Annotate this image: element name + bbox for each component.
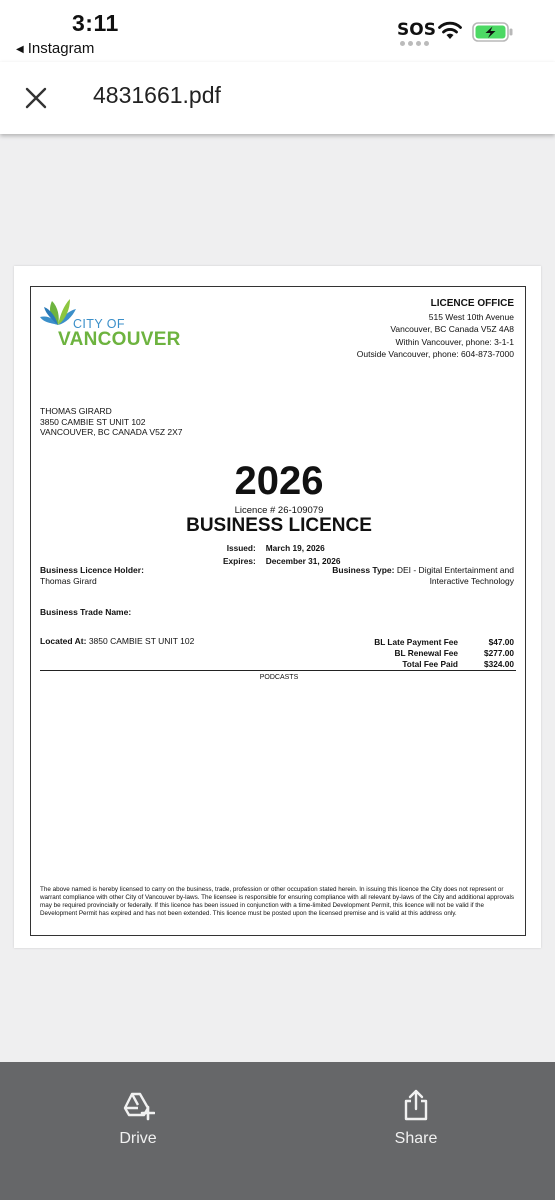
issued-label: Issued: bbox=[226, 543, 256, 553]
fee-label: Total Fee Paid bbox=[402, 659, 458, 669]
fee-amount: $47.00 bbox=[488, 637, 514, 647]
fee-row bbox=[374, 659, 514, 670]
back-app-label: Instagram bbox=[27, 40, 95, 57]
logo-city-text: CITY OF bbox=[73, 317, 125, 331]
file-name-title: 4831661.pdf bbox=[93, 82, 221, 108]
licence-dates bbox=[221, 541, 350, 568]
signal-dots-icon bbox=[400, 41, 429, 46]
business-type-value-2: Interactive Technology bbox=[429, 575, 514, 586]
back-to-app-link[interactable] bbox=[16, 40, 94, 57]
fee-label: BL Late Payment Fee bbox=[374, 637, 458, 647]
divider bbox=[40, 670, 516, 671]
licence-title: BUSINESS LICENCE bbox=[186, 515, 372, 536]
recipient-street: 3850 CAMBIE ST UNIT 102 bbox=[40, 416, 146, 427]
pdf-page[interactable] bbox=[14, 266, 541, 948]
issued-value: March 19, 2026 bbox=[265, 543, 325, 553]
business-type-value-1: DEI - Digital Entertainment and bbox=[396, 565, 514, 575]
business-type-label: Business Type: bbox=[332, 565, 395, 575]
status-bar bbox=[0, 0, 555, 62]
licence-frame bbox=[30, 286, 526, 936]
share-label: Share bbox=[394, 1130, 438, 1147]
business-category: PODCASTS bbox=[259, 674, 299, 681]
office-title: LICENCE OFFICE bbox=[430, 298, 514, 309]
share-icon bbox=[399, 1088, 433, 1122]
location bbox=[40, 636, 194, 646]
fee-label: BL Renewal Fee bbox=[394, 648, 458, 658]
expires-label: Expires: bbox=[223, 555, 256, 566]
fee-amount: $324.00 bbox=[484, 659, 514, 669]
recipient-name: THOMAS GIRARD bbox=[40, 406, 112, 416]
status-time: 3:11 bbox=[72, 10, 119, 36]
holder-label: Business Licence Holder: bbox=[40, 565, 144, 575]
office-line-4: Outside Vancouver, phone: 604-873-7000 bbox=[356, 349, 514, 359]
drive-label: Drive bbox=[119, 1130, 157, 1147]
fee-row bbox=[374, 648, 514, 659]
drive-button[interactable] bbox=[78, 1088, 198, 1148]
expires-value: December 31, 2026 bbox=[265, 555, 341, 566]
close-icon[interactable] bbox=[22, 84, 50, 112]
trade-name-label: Business Trade Name: bbox=[40, 607, 132, 617]
city-logo bbox=[40, 295, 181, 355]
office-line-2: Vancouver, BC Canada V5Z 4A8 bbox=[390, 324, 514, 334]
wifi-icon bbox=[437, 20, 463, 40]
located-label: Located At: bbox=[40, 636, 87, 646]
recipient-city: VANCOUVER, BC CANADA V5Z 2X7 bbox=[40, 427, 183, 437]
sos-indicator: SOS bbox=[397, 20, 436, 40]
located-value: 3850 CAMBIE ST UNIT 102 bbox=[88, 636, 195, 646]
holder-value: Thomas Girard bbox=[40, 575, 97, 586]
back-arrow-icon: ◀ bbox=[16, 44, 24, 55]
licence-number: Licence # 26-109079 bbox=[234, 505, 324, 516]
licence-office-block bbox=[357, 298, 514, 361]
disclaimer-text: The above named is hereby licensed to carry on the business, trade, profession or other occupation stated herein. In issuing this licence the City does not represent or warrant compliance with other City of Vancouver by-laws. The licensee is responsible for ensuring compliance with all relevant by-laws of the City and additional approvals may be required provincially or federally. If this licence has been issued in conjunction with a time-limited Development Permit, this licence will not be valid if the Development Permit has expired and has not been extended. This licence must be posted upon the licensed premise and is valid at this address only. bbox=[40, 886, 515, 917]
office-line-1: 515 West 10th Avenue bbox=[428, 311, 514, 322]
recipient-address bbox=[40, 406, 183, 438]
licence-holder bbox=[40, 565, 144, 586]
office-line-3: Within Vancouver, phone: 3-1-1 bbox=[395, 336, 514, 347]
drive-add-icon bbox=[121, 1088, 155, 1122]
fee-table bbox=[374, 637, 514, 670]
licence-year: 2026 bbox=[234, 459, 324, 503]
business-type bbox=[314, 565, 514, 586]
bottom-action-bar bbox=[0, 1062, 555, 1200]
logo-vancouver-text: VANCOUVER bbox=[58, 329, 181, 350]
share-button[interactable] bbox=[356, 1088, 476, 1148]
viewer-header bbox=[0, 62, 555, 134]
fee-row bbox=[374, 637, 514, 648]
battery-charging-icon bbox=[472, 22, 514, 42]
fee-amount: $277.00 bbox=[484, 648, 514, 658]
